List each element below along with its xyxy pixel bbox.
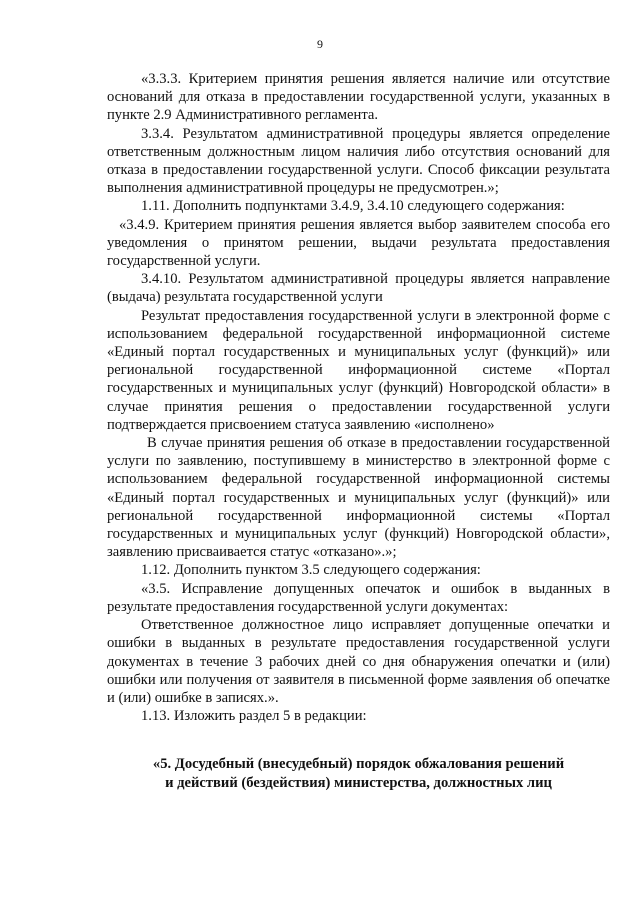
- paragraph-3-4-9: «3.4.9. Критерием принятия решения является выбор заявителем способа его уведомления о принятом решении, выдачи результата предоставления государственной услуги.: [107, 216, 610, 270]
- paragraph-3-3-3: «3.3.3. Критерием принятия решения является наличие или отсутствие оснований для отказа в предоставлении государственной услуги, указанных в пункте 2.9 Административного регламента.: [107, 71, 610, 124]
- paragraph-3-5: «3.5. Исправление допущенных опечаток и ошибок в выданных в результате предоставления государственной услуги документах:: [107, 580, 610, 615]
- page-number: 9: [317, 37, 323, 51]
- paragraph-corrections: Ответственное должностное лицо исправляет допущенные опечатки и ошибки в выданных в результате предоставления государственной услуги документах в течение 3 рабочих дней со дня обнаружения опечатки и (или) ошибки или получения от заявителя в письменной форме заявления об опечатке и (или) ошибке в записях.».: [107, 617, 610, 706]
- paragraph-1-12: 1.12. Дополнить пунктом 3.5 следующего содержания:: [141, 562, 481, 579]
- paragraph-3-4-10: 3.4.10. Результатом административной процедуры является направление (выдача) результата государственной услуги: [107, 271, 610, 306]
- paragraph-electronic-result: Результат предоставления государственной услуги в электронной форме с использованием федеральной государственной информационной системе «Единый портал государственных и муниципальных услуг (функций)» или региональной государственной информационной системе «Портал государственных и муниципальных услуг (функций) Новгородской области» в случае принятия решения о предоставлении государственной услуги подтверждается присвоением статуса заявлению «исполнено»: [107, 307, 610, 433]
- paragraph-refusal: В случае принятия решения об отказе в предоставлении государственной услуги по заявлению, поступившему в министерство в электронной форме с использованием федеральной государственной информационной системы «Единый портал государственных и муниципальных услуг (функций)» или региональной государственной информационной системы «Портал государственных и муниципальных услуг (функций) Новгородской области», заявлению присваивается статус «отказано».»;: [107, 435, 610, 561]
- paragraph-1-11: 1.11. Дополнить подпунктами 3.4.9, 3.4.10 следующего содержания:: [141, 198, 565, 215]
- section-5-heading-line-1: «5. Досудебный (внесудебный) порядок обжалования решений: [152, 756, 565, 773]
- paragraph-3-3-4: 3.3.4. Результатом административной процедуры является определение ответственным должностным лицом наличия либо отсутствия оснований для отказа в предоставлении государственной услуги. Способ фиксации результата выполнения административной процедуры не предусмотрен.»;: [107, 125, 610, 197]
- section-5-heading-line-2: и действий (бездействия) министерства, должностных лиц: [165, 774, 552, 791]
- paragraph-1-13: 1.13. Изложить раздел 5 в редакции:: [141, 708, 367, 725]
- document-body: [107, 70, 610, 792]
